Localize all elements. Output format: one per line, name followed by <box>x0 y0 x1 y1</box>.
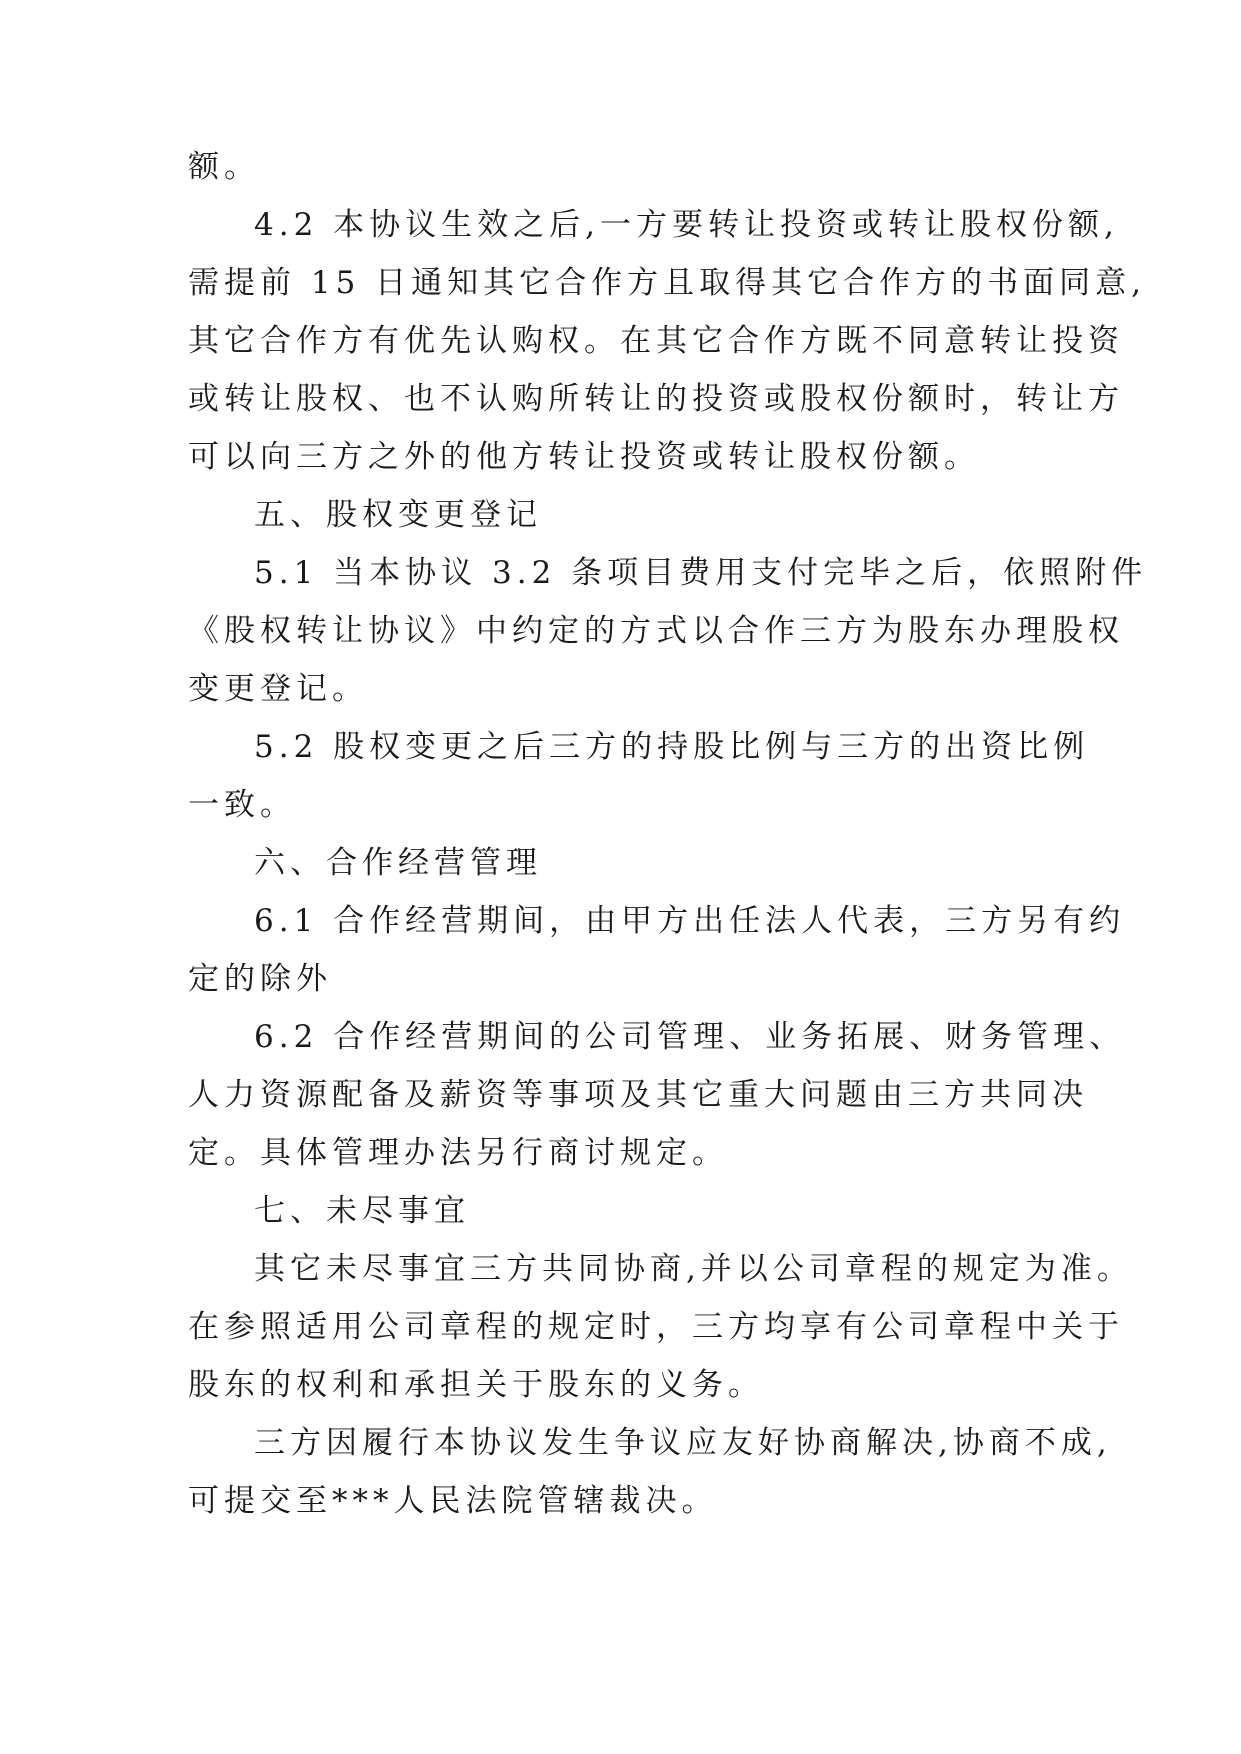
section-heading-5: 五、股权变更登记 <box>254 497 542 533</box>
text-line: 在参照适用公司章程的规定时，三方均享有公司章程中关于 <box>188 1309 1124 1345</box>
text-line: 需提前 15 日通知其它合作方且取得其它合作方的书面同意, <box>188 265 1147 301</box>
section-heading-6: 六、合作经营管理 <box>254 845 542 881</box>
text-line: 或转让股权、也不认购所转让的投资或股权份额时，转让方 <box>188 381 1124 417</box>
section-heading-7: 七、未尽事宜 <box>254 1193 470 1229</box>
text-line: 《股权转让协议》中约定的方式以合作三方为股东办理股权 <box>188 613 1124 649</box>
text-line: 变更登记。 <box>188 671 368 707</box>
text-line: 定。具体管理办法另行商讨规定。 <box>188 1135 728 1171</box>
paragraph-line: 三方因履行本协议发生争议应友好协商解决,协商不成, <box>254 1425 1112 1461</box>
clause-6-2: 6.2 合作经营期间的公司管理、业务拓展、财务管理、 <box>254 1019 1126 1055</box>
clause-6-1: 6.1 合作经营期间，由甲方出任法人代表，三方另有约 <box>254 903 1126 939</box>
paragraph-line: 其它未尽事宜三方共同协商,并以公司章程的规定为准。 <box>254 1251 1133 1287</box>
text-line: 可以向三方之外的他方转让投资或转让股权份额。 <box>188 439 980 475</box>
text-line: 股东的权利和承担关于股东的义务。 <box>188 1367 764 1403</box>
text-line: 额。 <box>188 149 260 185</box>
text-line: 可提交至***人民法院管辖裁决。 <box>188 1483 718 1519</box>
text-line: 一致。 <box>188 787 296 823</box>
text-line: 其它合作方有优先认购权。在其它合作方既不同意转让投资 <box>188 323 1124 359</box>
clause-5-2: 5.2 股权变更之后三方的持股比例与三方的出资比例 <box>254 729 1090 765</box>
clause-4-2: 4.2 本协议生效之后,一方要转让投资或转让股权份额, <box>254 207 1119 243</box>
text-line: 人力资源配备及薪资等事项及其它重大问题由三方共同决 <box>188 1077 1088 1113</box>
clause-5-1: 5.1 当本协议 3.2 条项目费用支付完毕之后，依照附件 <box>254 555 1148 591</box>
document-page <box>188 148 1148 1540</box>
text-line: 定的除外 <box>188 961 332 997</box>
